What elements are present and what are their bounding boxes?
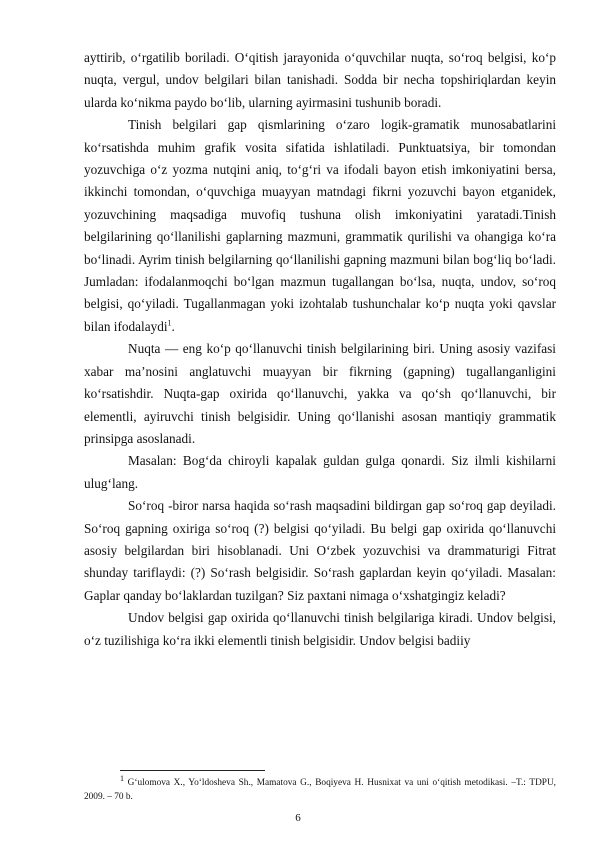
paragraph-4 (84, 450, 556, 495)
paragraph-5 (84, 495, 556, 607)
footnote-reference[interactable]: 1 (167, 318, 172, 328)
paragraph-2-tail: . (171, 318, 175, 334)
paragraph-5-text: So‘roq -biror narsa haqida so‘rash maqsadini bildirgan gap so‘roq gap deyiladi. So‘roq gapning oxiriga so‘roq (?) belgisi qo‘yiladi. Bu belgi gap oxirida qo‘llanuvchi asosiy belgilardan biri hisoblanadi. Uni O‘zbek yozuvchisi va drammaturigi Fitrat shunday tariflaydi: (?) So‘rash belgisidir. So‘rash gaplardan keyin qo‘yiladi. Masalan: Gaplar qanday bo‘laklardan tuzilgan? Siz paxtani nimaga o‘xshatgingiz keladi? (84, 498, 556, 603)
paragraph-4-text: Masalan: Bog‘da chiroyli kapalak guldan gulga qonardi. Siz ilmli kishilarni ulug‘lang. (84, 453, 556, 491)
paragraph-6 (84, 607, 556, 652)
paragraph-3 (84, 338, 556, 450)
body-text (84, 47, 556, 652)
footnote-separator (120, 770, 265, 771)
paragraph-2 (84, 114, 556, 338)
paragraph-6-text: Undov belgisi gap oxirida qo‘llanuvchi tinish belgilariga kiradi. Undov belgisi, o‘z tuzilishiga ko‘ra ikki elementli tinish belgisidir. Undov belgisi badiiy (84, 610, 556, 648)
paragraph-1 (84, 47, 556, 114)
paragraph-2-text: Tinish belgilari gap qismlarining o‘zaro logik-gramatik munosabatlarini ko‘rsatishda muhim grafik vosita sifatida ishlatiladi. Punktuatsiya, bir tomondan yozuvchiga o‘z yozma nutqini aniq, to‘g‘ri va ifodali bayon etish imkoniyatini bersa, ikkinchi tomondan, o‘quvchiga muayyan matndagi fikrni yozuvchi bayon etganidek, yozuvchining maqsadiga muvofiq tushuna olish imkoniyatini yaratadi.Tinish belgilarining qo‘llanilishi gaplarning mazmuni, grammatik qurilishi va ohangiga ko‘ra bo‘linadi. Ayrim tinish belgilarning qo‘llanilishi gapning mazmuni bilan bog‘liq bo‘ladi. Jumladan: ifodalanmoqchi bo‘lgan mazmun tugallangan bo‘lsa, nuqta, undov, so‘roq belgisi, qo‘yiladi. Tugallanmagan yoki izohtalab tushunchalar ko‘p nuqta yoki qavslar bilan ifodalaydi (84, 117, 556, 334)
footnote-text: G‘ulomova X., Yo‘ldosheva Sh., Mamatova G., Boqiyeva H. Husnixat va uni o‘qitish metodikasi. –T.: TDPU, 2009. – 70 b. (84, 778, 556, 802)
footnote (84, 773, 556, 804)
page-number: 6 (295, 812, 301, 824)
paragraph-3-text: Nuqta — eng ko‘p qo‘llanuvchi tinish belgilarining biri. Uning asosiy vazifasi xabar ma’nosini anglatuvchi muayyan bir fikrning (gapning) tugallanganligini ko‘rsatishdir. Nuqta-gap oxirida qo‘llanuvchi, yakka va qo‘sh qo‘llanuvchi, bir elementli, ayiruvchi tinish belgisidir. Uning qo‘llanishi asosan mantiqiy grammatik prinsipga asoslanadi. (84, 341, 556, 446)
footnote-marker: 1 (120, 773, 124, 783)
paragraph-1-text: ayttirib, o‘rgatilib boriladi. O‘qitish jarayonida o‘quvchilar nuqta, so‘roq belgisi, ko‘p nuqta, vergul, undov belgilari bilan tanishadi. Sodda bir necha topshiriqlardan keyin ularda ko‘nikma paydo bo‘lib, ularning ayirmasini tushunib boradi. (84, 50, 556, 110)
